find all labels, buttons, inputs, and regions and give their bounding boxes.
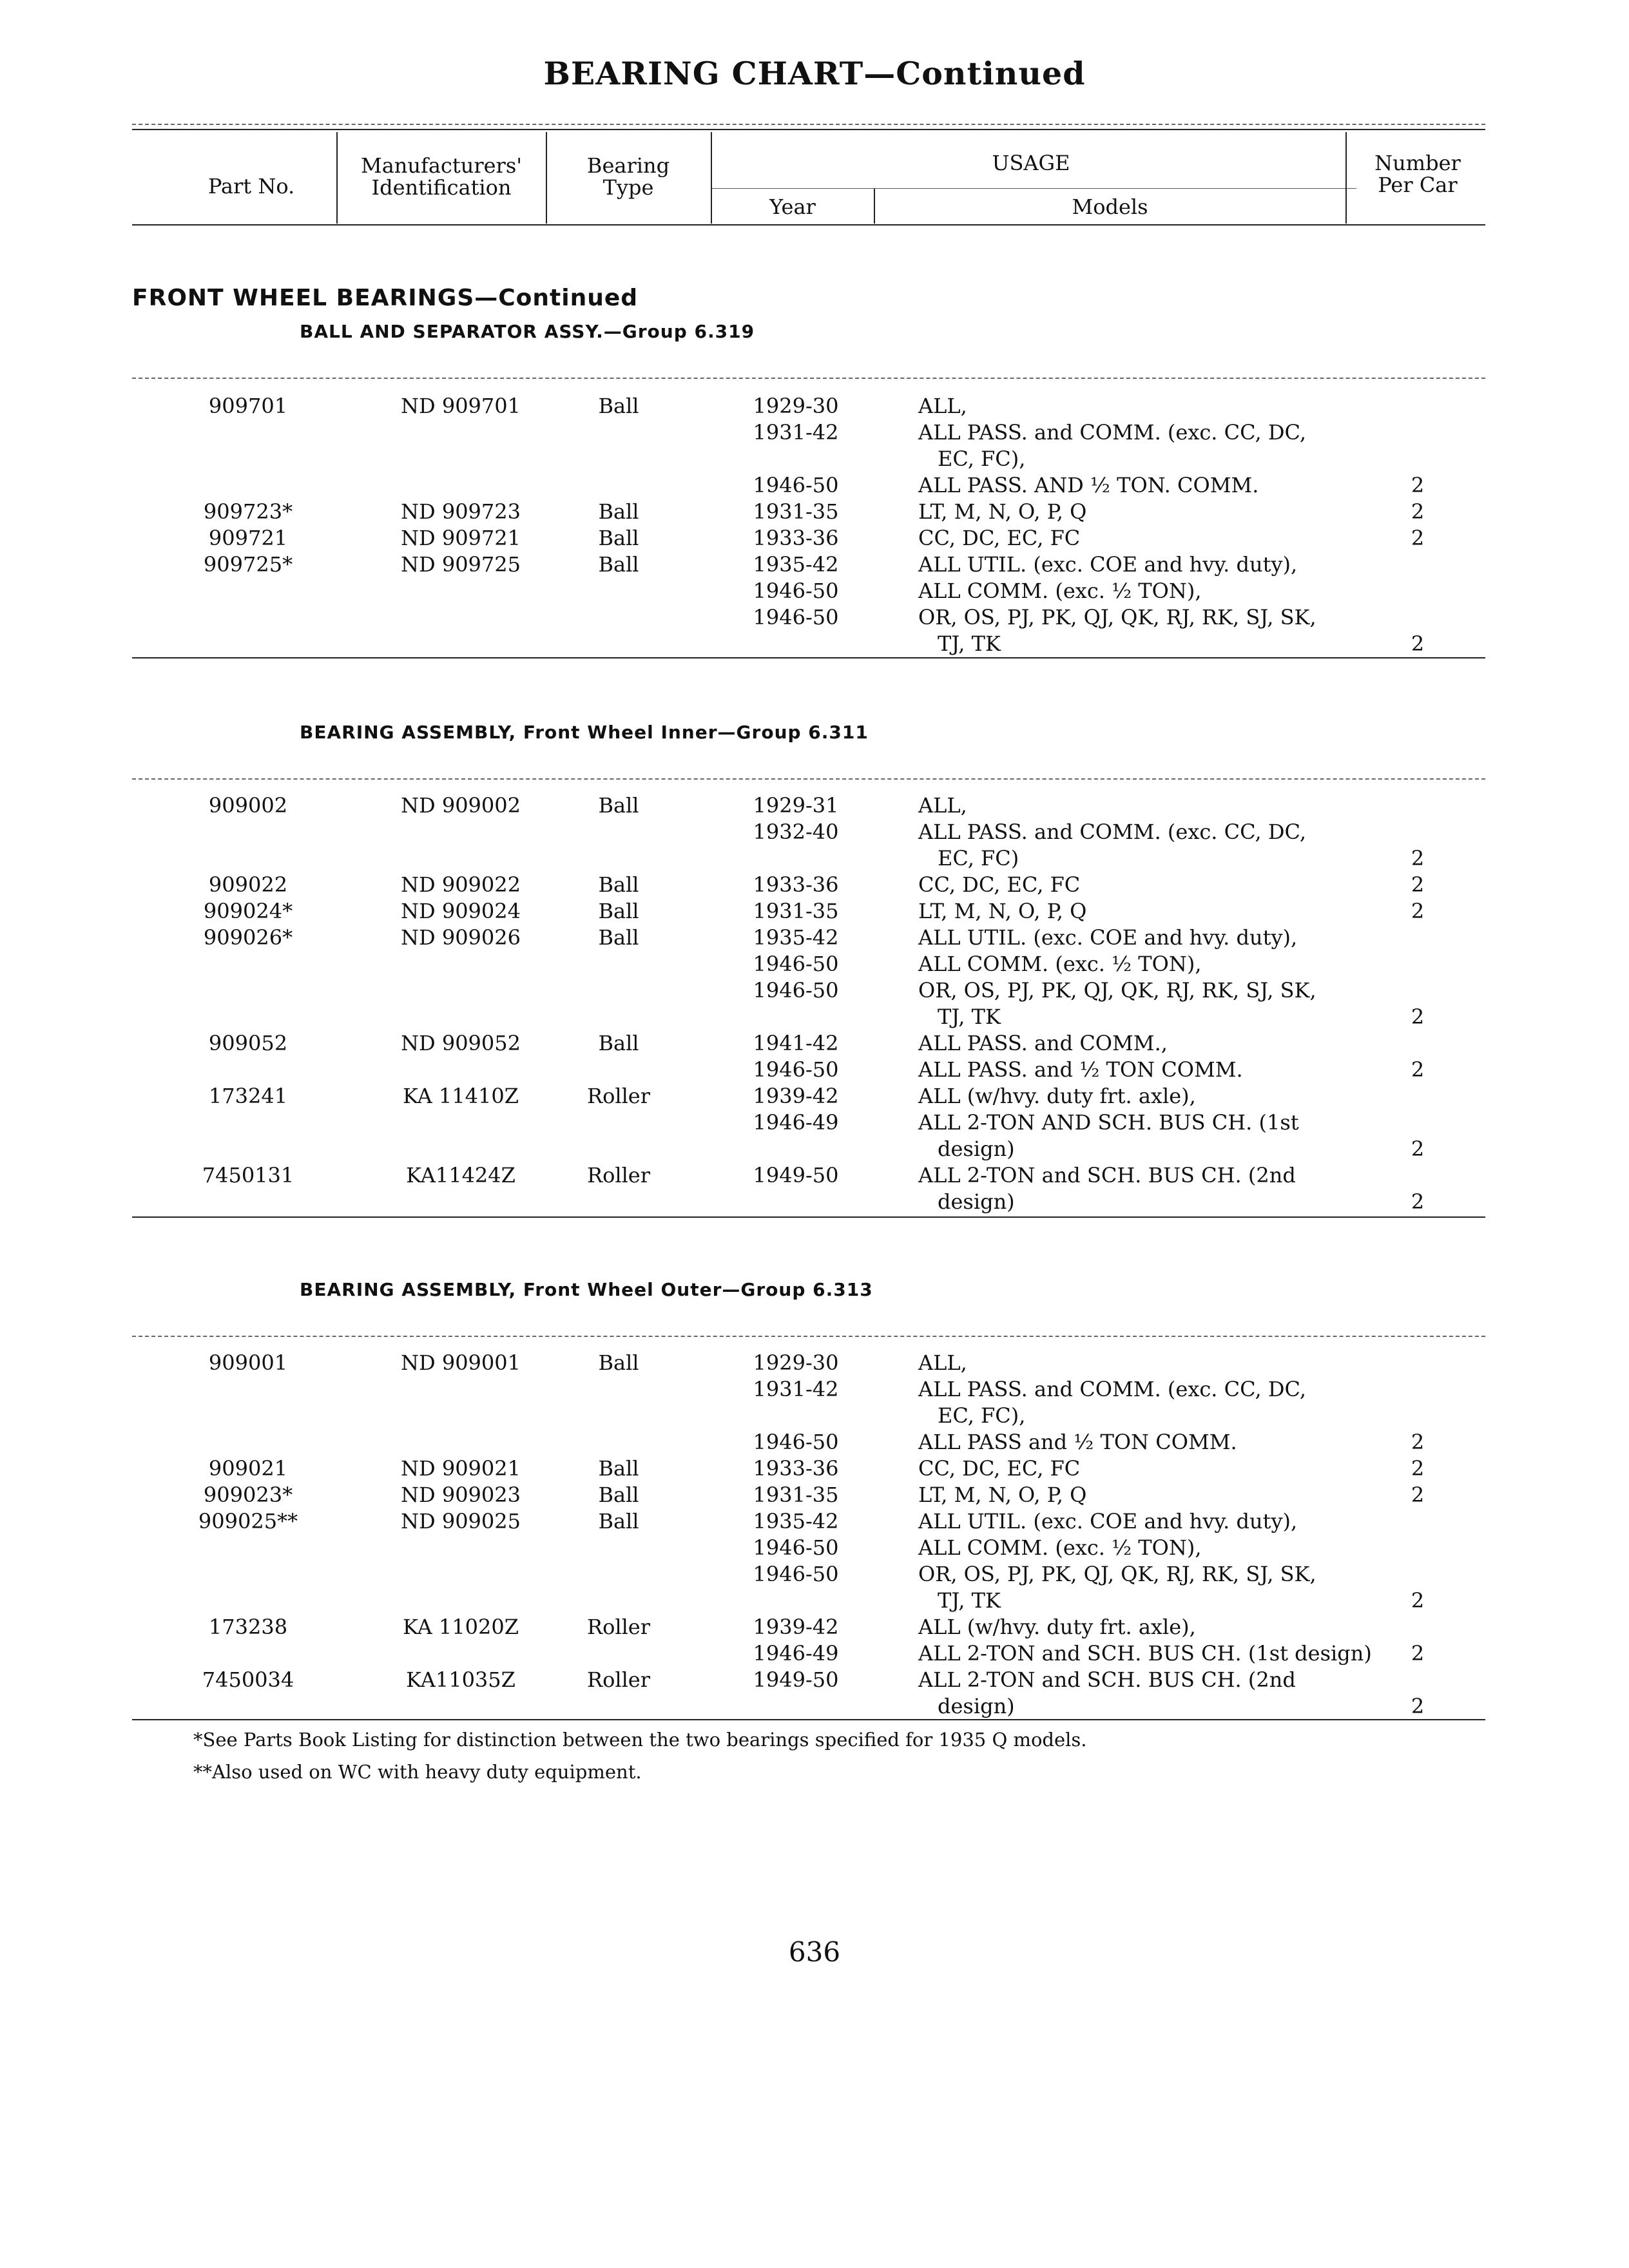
part-no-cell: 909052 — [208, 1031, 288, 1055]
models-cell: ALL UTIL. (exc. COE and hvy. duty), — [918, 925, 1298, 950]
year-cell: 1946-49 — [753, 1641, 839, 1666]
table-row — [0, 472, 1629, 499]
header-top-rule — [132, 124, 1485, 125]
page-number: 636 — [788, 1936, 841, 1968]
models-cell: ALL PASS. and COMM. (exc. CC, DC, — [918, 1377, 1306, 1401]
table-row — [0, 1350, 1629, 1376]
part-no-cell: 909025** — [198, 1509, 298, 1533]
bearing-type-cell: Ball — [598, 1456, 639, 1481]
number-per-car-cell: 2 — [1411, 1189, 1425, 1214]
number-per-car-cell: 2 — [1411, 1137, 1425, 1161]
table-row — [0, 1561, 1629, 1588]
number-per-car-cell: 2 — [1411, 1694, 1425, 1718]
models-cell: ALL PASS. and ½ TON COMM. — [918, 1057, 1243, 1082]
mfr-id-cell: ND 909725 — [401, 552, 521, 577]
year-cell: 1935-42 — [753, 925, 839, 950]
year-cell: 1931-35 — [753, 899, 839, 923]
year-cell: 1946-50 — [753, 1535, 839, 1560]
part-no-cell: 7450131 — [202, 1163, 294, 1187]
header-usage: USAGE — [992, 151, 1070, 175]
year-cell: 1946-50 — [753, 579, 839, 603]
header-type-line2: Type — [602, 175, 654, 200]
table-row — [0, 1030, 1629, 1057]
table-row — [0, 631, 1629, 657]
bearing-type-cell: Roller — [586, 1667, 651, 1692]
number-per-car-cell: 2 — [1411, 846, 1425, 870]
models-cell: ALL PASS. AND ½ TON. COMM. — [918, 473, 1259, 497]
bearing-type-cell: Roller — [586, 1615, 651, 1639]
usage-divider — [712, 188, 1356, 189]
table-row — [0, 1083, 1629, 1110]
models-cell: LT, M, N, O, P, Q — [918, 499, 1087, 524]
number-per-car-cell: 2 — [1411, 526, 1425, 550]
table-row — [0, 1403, 1629, 1429]
models-cell: ALL PASS. and COMM., — [918, 1031, 1168, 1055]
section-title: FRONT WHEEL BEARINGS—Continued — [132, 285, 639, 311]
mfr-id-cell: ND 909021 — [401, 1456, 521, 1481]
part-no-cell: 909024* — [203, 899, 293, 923]
year-cell: 1935-42 — [753, 1509, 839, 1533]
models-cell: ALL PASS. and COMM. (exc. CC, DC, — [918, 420, 1306, 445]
year-cell: 1949-50 — [753, 1667, 839, 1692]
year-cell: 1933-36 — [753, 526, 839, 550]
number-per-car-cell: 2 — [1411, 1004, 1425, 1029]
number-per-car-cell: 2 — [1411, 499, 1425, 524]
year-cell: 1946-50 — [753, 605, 839, 629]
part-no-cell: 909725* — [203, 552, 293, 577]
table-row — [0, 1482, 1629, 1508]
header-number-line1: Number — [1374, 151, 1461, 175]
models-cell: ALL PASS and ½ TON COMM. — [918, 1430, 1237, 1454]
models-cell: ALL 2-TON and SCH. BUS CH. (1st design) — [918, 1641, 1372, 1666]
year-cell: 1931-35 — [753, 499, 839, 524]
mfr-id-cell: ND 909723 — [401, 499, 521, 524]
bearing-type-cell: Ball — [598, 899, 639, 923]
models-cell: LT, M, N, O, P, Q — [918, 1483, 1087, 1507]
year-cell: 1939-42 — [753, 1084, 839, 1108]
year-cell: 1931-42 — [753, 420, 839, 445]
footnote-1: *See Parts Book Listing for distinction between the two bearings specified for 1935 Q models. — [193, 1729, 1087, 1751]
number-per-car-cell: 2 — [1411, 473, 1425, 497]
table-row — [0, 1162, 1629, 1189]
table-row — [0, 898, 1629, 925]
number-per-car-cell: 2 — [1411, 872, 1425, 897]
bearing-type-cell: Roller — [586, 1084, 651, 1108]
models-cell: LT, M, N, O, P, Q — [918, 899, 1087, 923]
table-row — [0, 1667, 1629, 1693]
part-no-cell: 909021 — [208, 1456, 288, 1481]
mfr-id-cell: KA 11410Z — [403, 1084, 519, 1108]
part-no-cell: 909701 — [208, 394, 288, 418]
part-no-cell: 173238 — [208, 1615, 288, 1639]
table-row — [0, 872, 1629, 898]
header-mfr-line2: Identification — [371, 175, 512, 200]
models-cell: ALL, — [918, 793, 967, 818]
mfr-id-cell: ND 909025 — [401, 1509, 521, 1533]
part-no-cell: 909026* — [203, 925, 293, 950]
table-row — [0, 1535, 1629, 1561]
models-cell: TJ, TK — [938, 1588, 1001, 1613]
group-top-rule — [132, 778, 1485, 780]
models-cell: design) — [938, 1694, 1015, 1718]
table-row — [0, 1136, 1629, 1162]
year-cell: 1941-42 — [753, 1031, 839, 1055]
bearing-type-cell: Ball — [598, 552, 639, 577]
year-cell: 1935-42 — [753, 552, 839, 577]
table-row — [0, 1588, 1629, 1614]
models-cell: design) — [938, 1137, 1015, 1161]
col-divider-2 — [546, 132, 547, 224]
header-year: Year — [769, 195, 816, 219]
models-cell: TJ, TK — [938, 1004, 1001, 1029]
group-top-rule — [132, 378, 1485, 379]
models-cell: TJ, TK — [938, 631, 1001, 656]
part-no-cell: 909022 — [208, 872, 288, 897]
table-row — [0, 951, 1629, 977]
mfr-id-cell: ND 909002 — [401, 793, 521, 818]
header-part-no: Part No. — [207, 174, 295, 198]
models-cell: CC, DC, EC, FC — [918, 526, 1081, 550]
group-bottom-rule — [132, 1719, 1485, 1720]
year-cell: 1929-31 — [753, 793, 839, 818]
table-row — [0, 1376, 1629, 1403]
table-row — [0, 393, 1629, 419]
col-divider-year — [874, 189, 875, 224]
part-no-cell: 909002 — [208, 793, 288, 818]
table-row — [0, 446, 1629, 472]
models-cell: ALL, — [918, 1350, 967, 1375]
year-cell: 1946-50 — [753, 1430, 839, 1454]
col-divider-3 — [711, 132, 712, 224]
models-cell: EC, FC), — [938, 447, 1026, 471]
models-cell: EC, FC) — [938, 846, 1019, 870]
models-cell: ALL (w/hvy. duty frt. axle), — [918, 1615, 1196, 1639]
header-models: Models — [1072, 195, 1148, 219]
mfr-id-cell: ND 909701 — [401, 394, 521, 418]
mfr-id-cell: KA 11020Z — [403, 1615, 519, 1639]
mfr-id-cell: ND 909052 — [401, 1031, 521, 1055]
year-cell: 1946-50 — [753, 978, 839, 1003]
models-cell: ALL UTIL. (exc. COE and hvy. duty), — [918, 552, 1298, 577]
part-no-cell: 909023* — [203, 1483, 293, 1507]
table-row — [0, 793, 1629, 819]
models-cell: ALL COMM. (exc. ½ TON), — [918, 1535, 1202, 1560]
group-bottom-rule — [132, 657, 1485, 658]
mfr-id-cell: ND 909024 — [401, 899, 521, 923]
header-type-line1: Bearing — [586, 153, 670, 178]
number-per-car-cell: 2 — [1411, 899, 1425, 923]
bearing-type-cell: Ball — [598, 793, 639, 818]
number-per-car-cell: 2 — [1411, 1456, 1425, 1481]
table-row — [0, 419, 1629, 446]
number-per-car-cell: 2 — [1411, 1057, 1425, 1082]
year-cell: 1929-30 — [753, 1350, 839, 1375]
models-cell: ALL COMM. (exc. ½ TON), — [918, 952, 1202, 976]
models-cell: ALL COMM. (exc. ½ TON), — [918, 579, 1202, 603]
table-row — [0, 1614, 1629, 1640]
models-cell: CC, DC, EC, FC — [918, 1456, 1081, 1481]
part-no-cell: 909723* — [203, 499, 293, 524]
table-row — [0, 1508, 1629, 1535]
part-no-cell: 173241 — [208, 1084, 288, 1108]
bearing-type-cell: Ball — [598, 1031, 639, 1055]
year-cell: 1946-50 — [753, 1562, 839, 1586]
table-row — [0, 1110, 1629, 1136]
header-number-line2: Per Car — [1378, 173, 1458, 197]
table-row — [0, 525, 1629, 552]
group-title: BALL AND SEPARATOR ASSY.—Group 6.319 — [300, 321, 755, 342]
mfr-id-cell: ND 909721 — [401, 526, 521, 550]
models-cell: ALL 2-TON and SCH. BUS CH. (2nd — [918, 1667, 1296, 1692]
table-row — [0, 977, 1629, 1004]
bearing-type-cell: Ball — [598, 499, 639, 524]
part-no-cell: 909001 — [208, 1350, 288, 1375]
mfr-id-cell: KA11035Z — [406, 1667, 516, 1692]
models-cell: CC, DC, EC, FC — [918, 872, 1081, 897]
group-title: BEARING ASSEMBLY, Front Wheel Inner—Group 6.311 — [300, 722, 869, 743]
table-row — [0, 499, 1629, 525]
models-cell: ALL 2-TON AND SCH. BUS CH. (1st — [918, 1110, 1299, 1135]
col-divider-4 — [1345, 132, 1347, 224]
footnote-2: **Also used on WC with heavy duty equipment. — [193, 1761, 642, 1783]
table-row — [0, 604, 1629, 631]
models-cell: ALL UTIL. (exc. COE and hvy. duty), — [918, 1509, 1298, 1533]
mfr-id-cell: ND 909023 — [401, 1483, 521, 1507]
bearing-type-cell: Ball — [598, 1350, 639, 1375]
table-row — [0, 578, 1629, 604]
table-row — [0, 1640, 1629, 1667]
bearing-type-cell: Roller — [586, 1163, 651, 1187]
table-row — [0, 1693, 1629, 1720]
bearing-type-cell: Ball — [598, 1509, 639, 1533]
models-cell: EC, FC), — [938, 1403, 1026, 1428]
table-row — [0, 1456, 1629, 1482]
mfr-id-cell: KA11424Z — [406, 1163, 516, 1187]
bearing-type-cell: Ball — [598, 526, 639, 550]
bearing-type-cell: Ball — [598, 394, 639, 418]
table-row — [0, 1429, 1629, 1456]
group-top-rule — [132, 1336, 1485, 1337]
table-row — [0, 552, 1629, 578]
year-cell: 1929-30 — [753, 394, 839, 418]
year-cell: 1933-36 — [753, 1456, 839, 1481]
bearing-type-cell: Ball — [598, 925, 639, 950]
table-row — [0, 925, 1629, 951]
bearing-type-cell: Ball — [598, 872, 639, 897]
number-per-car-cell: 2 — [1411, 1641, 1425, 1666]
table-row — [0, 1189, 1629, 1215]
header-mfr-line1: Manufacturers' — [360, 153, 523, 178]
page-title: BEARING CHART—Continued — [543, 55, 1086, 92]
models-cell: OR, OS, PJ, PK, QJ, QK, RJ, RK, SJ, SK, — [918, 1562, 1316, 1586]
part-no-cell: 909721 — [208, 526, 288, 550]
models-cell: ALL 2-TON and SCH. BUS CH. (2nd — [918, 1163, 1296, 1187]
bearing-type-cell: Ball — [598, 1483, 639, 1507]
mfr-id-cell: ND 909026 — [401, 925, 521, 950]
mfr-id-cell: ND 909001 — [401, 1350, 521, 1375]
year-cell: 1949-50 — [753, 1163, 839, 1187]
year-cell: 1931-35 — [753, 1483, 839, 1507]
group-title: BEARING ASSEMBLY, Front Wheel Outer—Group 6.313 — [300, 1279, 873, 1300]
table-row — [0, 1004, 1629, 1030]
number-per-car-cell: 2 — [1411, 1588, 1425, 1613]
year-cell: 1946-50 — [753, 1057, 839, 1082]
table-row — [0, 819, 1629, 845]
year-cell: 1946-50 — [753, 473, 839, 497]
year-cell: 1931-42 — [753, 1377, 839, 1401]
models-cell: design) — [938, 1189, 1015, 1214]
models-cell: ALL (w/hvy. duty frt. axle), — [918, 1084, 1196, 1108]
number-per-car-cell: 2 — [1411, 631, 1425, 656]
table-row — [0, 845, 1629, 872]
header-bottom-rule — [132, 224, 1485, 226]
year-cell: 1946-49 — [753, 1110, 839, 1135]
number-per-car-cell: 2 — [1411, 1430, 1425, 1454]
part-no-cell: 7450034 — [202, 1667, 294, 1692]
number-per-car-cell: 2 — [1411, 1483, 1425, 1507]
col-divider-1 — [336, 132, 338, 224]
year-cell: 1932-40 — [753, 820, 839, 844]
table-row — [0, 1057, 1629, 1083]
year-cell: 1946-50 — [753, 952, 839, 976]
header-top-rule-solid — [132, 129, 1485, 130]
mfr-id-cell: ND 909022 — [401, 872, 521, 897]
year-cell: 1933-36 — [753, 872, 839, 897]
models-cell: OR, OS, PJ, PK, QJ, QK, RJ, RK, SJ, SK, — [918, 978, 1316, 1003]
models-cell: OR, OS, PJ, PK, QJ, QK, RJ, RK, SJ, SK, — [918, 605, 1316, 629]
group-bottom-rule — [132, 1216, 1485, 1218]
models-cell: ALL PASS. and COMM. (exc. CC, DC, — [918, 820, 1306, 844]
models-cell: ALL, — [918, 394, 967, 418]
year-cell: 1939-42 — [753, 1615, 839, 1639]
